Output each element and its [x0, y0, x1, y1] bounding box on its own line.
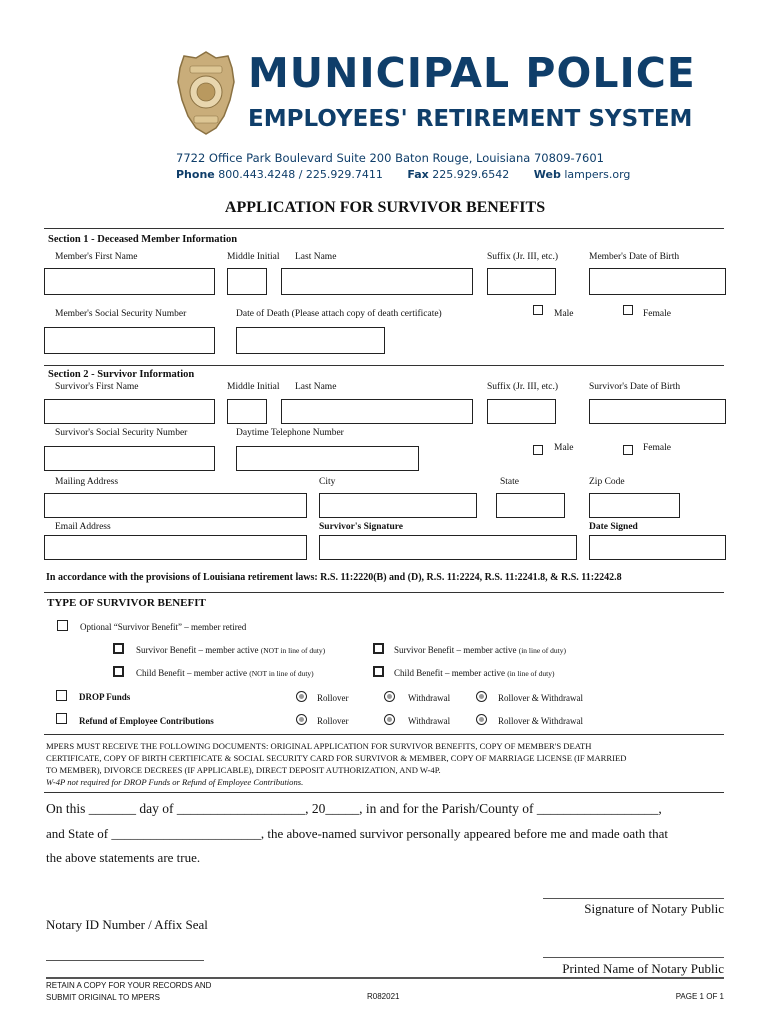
- footer-left-line2: SUBMIT ORIGINAL TO MPERS: [46, 993, 160, 1002]
- member-first-name-field[interactable]: [44, 268, 215, 295]
- optional-benefit-label: Optional “Survivor Benefit” – member retired: [80, 622, 247, 632]
- footer-revision: R082021: [367, 992, 400, 1001]
- member-ssn-label: Member's Social Security Number: [55, 309, 187, 319]
- city-label: City: [319, 477, 336, 487]
- member-dod-label: Date of Death (Please attach copy of death certificate): [236, 309, 442, 319]
- legal-rule: [44, 592, 724, 593]
- section1-rule: [44, 365, 724, 366]
- drop-withdrawal-label: Withdrawal: [408, 693, 451, 703]
- email-field[interactable]: [44, 535, 307, 560]
- documents-block: [46, 740, 626, 788]
- member-female-label: Female: [643, 309, 671, 319]
- survivor-signature-field[interactable]: [319, 535, 577, 560]
- member-middle-initial-field[interactable]: [227, 268, 267, 295]
- member-suffix-field[interactable]: [487, 268, 556, 295]
- police-badge-icon: [176, 50, 236, 136]
- documents-line1: MPERS MUST RECEIVE THE FOLLOWING DOCUMENTS: ORIGINAL APPLICATION FOR SURVIVOR BENEFITS, COPY OF MEMBER'S DEATH: [46, 741, 592, 751]
- notary-signature-line: [543, 898, 724, 899]
- member-middle-initial-label: Middle Initial: [227, 252, 280, 262]
- survivor-first-name-label: Survivor's First Name: [55, 382, 139, 392]
- member-female-checkbox[interactable]: [623, 305, 633, 315]
- fax-label: Fax: [407, 168, 429, 181]
- sb-not-line-text: Survivor Benefit – member active: [136, 645, 259, 655]
- survivor-last-name-field[interactable]: [281, 399, 473, 424]
- mailing-address-label: Mailing Address: [55, 477, 119, 487]
- sb-not-line-qualifier: (NOT in line of duty): [260, 646, 326, 655]
- survivor-suffix-label: Suffix (Jr. III, etc.): [487, 382, 559, 392]
- date-signed-label: Date Signed: [589, 522, 638, 532]
- refund-withdrawal-radio[interactable]: [384, 714, 395, 725]
- city-field[interactable]: [319, 493, 477, 518]
- section2-heading: Section 2 - Survivor Information: [48, 369, 195, 380]
- survivor-male-label: Male: [554, 443, 574, 453]
- refund-rollover-label: Rollover: [317, 716, 349, 726]
- member-male-label: Male: [554, 309, 574, 319]
- org-address: 7722 Office Park Boulevard Suite 200 Baton Rouge, Louisiana 70809-7601: [176, 151, 604, 165]
- refund-label: Refund of Employee Contributions: [79, 716, 214, 726]
- web-label: Web: [533, 168, 561, 181]
- drop-funds-checkbox[interactable]: [56, 690, 67, 701]
- member-last-name-label: Last Name: [295, 252, 337, 262]
- footer-left-line1: RETAIN A COPY FOR YOUR RECORDS AND: [46, 981, 212, 990]
- survivor-male-checkbox[interactable]: [533, 445, 543, 455]
- title-rule: [44, 228, 724, 229]
- zip-field[interactable]: [589, 493, 680, 518]
- drop-withdrawal-radio[interactable]: [384, 691, 395, 702]
- sb-line-label: [394, 645, 566, 655]
- date-signed-field[interactable]: [589, 535, 726, 560]
- badge-logo: [176, 50, 236, 136]
- documents-note: W-4P not required for DROP Funds or Refund of Employee Contributions.: [46, 777, 304, 787]
- web-value[interactable]: lampers.org: [564, 168, 631, 181]
- footer-left: [46, 980, 211, 1004]
- survivor-middle-initial-label: Middle Initial: [227, 382, 280, 392]
- member-dob-field[interactable]: [589, 268, 726, 295]
- drop-rollover-radio[interactable]: [296, 691, 307, 702]
- org-name-line1: MUNICIPAL POLICE: [248, 49, 696, 97]
- survivor-dob-field[interactable]: [589, 399, 726, 424]
- member-male-checkbox[interactable]: [533, 305, 543, 315]
- drop-rollover-withdrawal-radio[interactable]: [476, 691, 487, 702]
- cb-line-checkbox[interactable]: [373, 666, 384, 677]
- page-title: APPLICATION FOR SURVIVOR BENEFITS: [224, 199, 546, 216]
- survivor-last-name-label: Last Name: [295, 382, 337, 392]
- refund-checkbox[interactable]: [56, 713, 67, 724]
- notary-printed-name-line: [543, 957, 724, 958]
- refund-rollover-radio[interactable]: [296, 714, 307, 725]
- survivor-dob-label: Survivor's Date of Birth: [589, 382, 681, 392]
- survivor-ssn-label: Survivor's Social Security Number: [55, 428, 188, 438]
- notary-id-line: [46, 960, 204, 961]
- survivor-female-checkbox[interactable]: [623, 445, 633, 455]
- sb-not-line-checkbox[interactable]: [113, 643, 124, 654]
- refund-rollover-withdrawal-radio[interactable]: [476, 714, 487, 725]
- benefit-rule: [44, 734, 724, 735]
- cb-line-label: [394, 668, 555, 678]
- cb-line-text: Child Benefit – member active: [394, 668, 505, 678]
- cb-not-line-qualifier: (NOT in line of duty): [249, 669, 314, 678]
- refund-rollover-withdrawal-label: Rollover & Withdrawal: [498, 716, 583, 726]
- notary-line2: and State of _______________________, the above-named survivor personally appeared before me and made oath that: [46, 826, 669, 841]
- survivor-female-label: Female: [643, 443, 671, 453]
- sb-not-line-label: [136, 645, 325, 655]
- fax-value: 225.929.6542: [432, 168, 510, 181]
- member-last-name-field[interactable]: [281, 268, 473, 295]
- state-field[interactable]: [496, 493, 565, 518]
- survivor-first-name-field[interactable]: [44, 399, 215, 424]
- legal-statement: In accordance with the provisions of Louisiana retirement laws: R.S. 11:2220(B) and (D), R.S. 11:2224, R.S. 11:2241.8, & R.S. 11:2242.8: [46, 572, 622, 583]
- member-dod-field[interactable]: [236, 327, 385, 354]
- mailing-address-field[interactable]: [44, 493, 307, 518]
- notary-line3: the above statements are true.: [46, 850, 201, 865]
- cb-line-qualifier: (in line of duty): [507, 669, 555, 678]
- section1-heading: Section 1 - Deceased Member Information: [48, 234, 238, 245]
- email-label: Email Address: [55, 522, 111, 532]
- member-ssn-field[interactable]: [44, 327, 215, 354]
- phone-value: 800.443.4248 / 225.929.7411: [218, 168, 383, 181]
- survivor-phone-label: Daytime Telephone Number: [236, 428, 344, 438]
- documents-line2: CERTIFICATE, COPY OF BIRTH CERTIFICATE & SOCIAL SECURITY CARD FOR SURVIVOR & MEMBER, COPY OF MARRIAGE LICENSE (IF MARRIED: [46, 753, 627, 763]
- member-dob-label: Member's Date of Birth: [589, 252, 680, 262]
- drop-rollover-label: Rollover: [317, 693, 349, 703]
- documents-line3: TO MEMBER), DIVORCE DECREES (IF APPLICABLE), DIRECT DEPOSIT AUTHORIZATION, AND W-4P.: [46, 765, 441, 775]
- notary-printed-name-label: Printed Name of Notary Public: [562, 961, 724, 976]
- cb-not-line-checkbox[interactable]: [113, 666, 124, 677]
- cb-not-line-text: Child Benefit – member active: [136, 668, 247, 678]
- notary-signature-label: Signature of Notary Public: [584, 901, 724, 916]
- survivor-suffix-field[interactable]: [487, 399, 556, 424]
- member-first-name-label: Member's First Name: [55, 252, 138, 262]
- phone-label: Phone: [176, 168, 215, 181]
- org-name-line2: EMPLOYEES' RETIREMENT SYSTEM: [248, 106, 693, 132]
- cb-not-line-label: [136, 668, 314, 678]
- org-contact-line: [176, 168, 630, 181]
- survivor-phone-field[interactable]: [236, 446, 419, 471]
- footer-rule: [46, 977, 724, 979]
- survivor-middle-initial-field[interactable]: [227, 399, 267, 424]
- sb-line-text: Survivor Benefit – member active: [394, 645, 517, 655]
- sb-line-qualifier: (in line of duty): [518, 646, 567, 655]
- notary-id-label: Notary ID Number / Affix Seal: [46, 917, 208, 932]
- footer-page-number: PAGE 1 OF 1: [675, 992, 724, 1001]
- zip-label: Zip Code: [589, 477, 625, 487]
- survivor-ssn-field[interactable]: [44, 446, 215, 471]
- drop-funds-label: DROP Funds: [79, 692, 131, 702]
- sb-line-checkbox[interactable]: [373, 643, 384, 654]
- documents-rule: [44, 792, 724, 793]
- drop-rollover-withdrawal-label: Rollover & Withdrawal: [498, 693, 583, 703]
- benefit-heading: TYPE OF SURVIVOR BENEFIT: [47, 597, 206, 609]
- survivor-signature-label: Survivor's Signature: [319, 522, 404, 532]
- refund-withdrawal-label: Withdrawal: [408, 716, 451, 726]
- optional-benefit-checkbox[interactable]: [57, 620, 68, 631]
- notary-line1: On this _______ day of ___________________, 20_____, in and for the Parish/County of __________________,: [46, 801, 662, 816]
- member-suffix-label: Suffix (Jr. III, etc.): [487, 252, 559, 262]
- state-label: State: [500, 477, 519, 487]
